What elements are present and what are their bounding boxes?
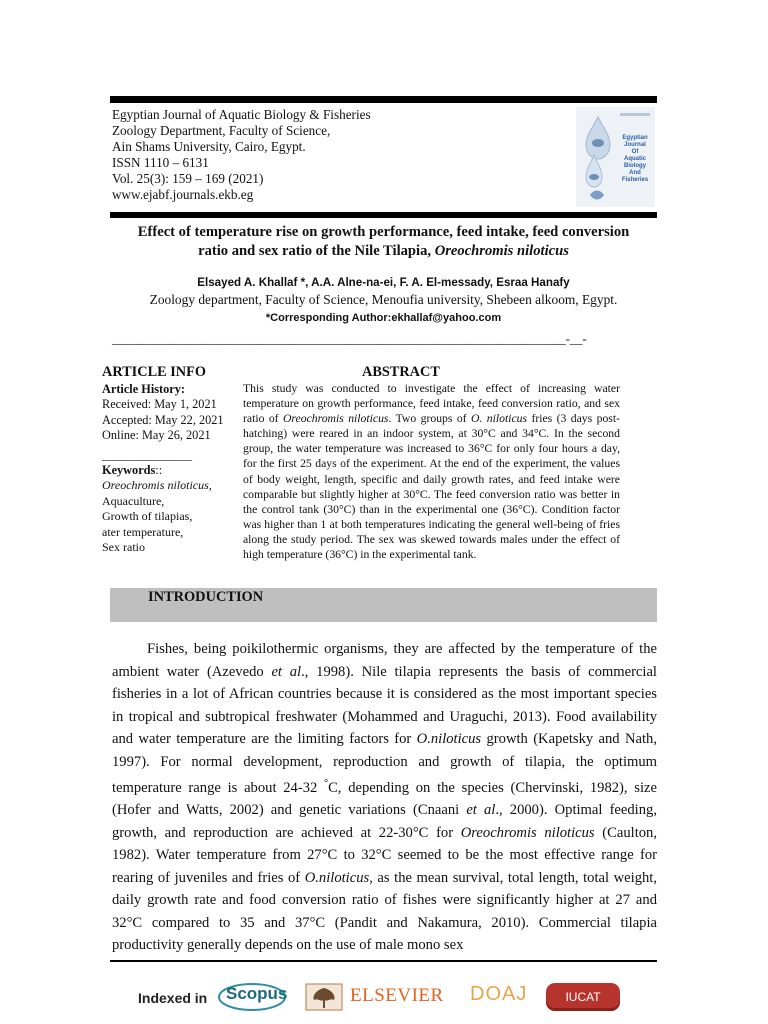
online-date: Online: May 26, 2021 bbox=[102, 428, 211, 442]
journal-line: Vol. 25(3): 159 – 169 (2021) bbox=[112, 171, 264, 186]
separator-line: ________________________________________________________________________-__- bbox=[112, 331, 587, 346]
paper-title: Effect of temperature rise on growth performance, feed intake, feed conversion ratio and sex ratio of the Nile Tilapia, Oreochromis niloticus bbox=[137, 224, 630, 259]
article-info-heading: ARTICLE INFO bbox=[102, 364, 206, 380]
doaj-logo[interactable]: DOAJ bbox=[470, 983, 528, 1005]
keyword: Oreochromis niloticus, bbox=[102, 478, 212, 492]
article-history-heading: Article History: bbox=[102, 382, 185, 396]
received-date: Received: May 1, 2021 bbox=[102, 397, 217, 411]
introduction-paragraph: Fishes, being poikilothermic organisms, they are affected by the temperature of the ambient water (Azevedo et al., 1998). Nile tilapia represents the basis of commercial fisheries in a lot of African countries because it is considered as the most important species in tropical and subtropical freshwater (Mohammed and Uraguchi, 2013). Food availability and water temperature are the limiting factors for O.niloticus growth (Kapetsky and Nath, 1997). For normal development, reproduction and growth of tilapia, the optimum temperature range is about 24-32 °C, depending on the species (Chervinski, 1982), size (Hofer and Watts, 2002) and genetic variations (Cnaani et al., 2000). Optimal feeding, growth, and reproduction are achieved at 22-30°C for Oreochromis niloticus (Caulton, 1982). Water temperature from 27°C to 32°C seemed to be the most effective range for rearing of juveniles and fries of O.niloticus, as the mean survival, total length, total weight, daily growth rate and food conversion ratio of fishes were significantly higher at 27 and 32°C compared to 35 and 37°C (Pandit and Nakamura, 2010). Commercial tilapia productivity generally depends on the use of male mono sex bbox=[112, 641, 658, 954]
journal-line: Egyptian Journal of Aquatic Biology & Fisheries bbox=[112, 107, 371, 122]
journal-line: ISSN 1110 – 6131 bbox=[112, 155, 209, 170]
footer-rule bbox=[110, 960, 657, 962]
iucat-logo[interactable]: IUCAT bbox=[546, 983, 620, 1011]
keyword: Aquaculture, bbox=[102, 493, 165, 508]
article-history bbox=[102, 397, 224, 444]
journal-url[interactable]: www.ejabf.journals.ekb.eg bbox=[112, 187, 254, 202]
journal-line: Ain Shams University, Cairo, Egypt. bbox=[112, 139, 306, 154]
keyword: ater temperature, bbox=[102, 524, 184, 539]
journal-cover-logo bbox=[576, 107, 655, 207]
scopus-logo[interactable]: Scopus bbox=[226, 984, 288, 1003]
introduction-text bbox=[112, 638, 657, 957]
header-bottom-rule bbox=[110, 212, 657, 218]
elsevier-tree-icon bbox=[304, 982, 344, 1012]
keywords-list bbox=[102, 478, 212, 556]
authors: Elsayed A. Khallaf *, A.A. Alne-na-ei, F. A. El-messady, Esraa Hanafy bbox=[197, 276, 570, 289]
header-top-rule bbox=[110, 96, 657, 103]
journal-line: Zoology Department, Faculty of Science, bbox=[112, 123, 331, 138]
accepted-date: Accepted: May 22, 2021 bbox=[102, 412, 224, 427]
elsevier-logo[interactable]: ELSEVIER bbox=[350, 985, 444, 1006]
affiliation: Zoology department, Faculty of Science, Menoufia university, Shebeen alkoom, Egypt. bbox=[149, 292, 618, 307]
abstract-heading: ABSTRACT bbox=[362, 364, 440, 380]
keywords-heading: Keywords:: bbox=[102, 463, 163, 477]
journal-info bbox=[112, 107, 371, 203]
abstract-text: This study was conducted to investigate the effect of increasing water temperature on growth performance, feed intake, feed conversion ratio, and sex ratio of Oreochromis niloticus. Two groups of O. niloticus fries (3 days post-hatching) were reared in an indoor system, at 30°C and 34°C. In the second group, the water temperature was increased to 36°C for only four hours a day, for the first 25 days of the experiment. At the end of the experiment, the values of body weight, length, specific and daily growth rates, and feed intake were comparable but slightly higher at 30°C. The feed conversion ratio was better in the control tank (30°C) than in the experimental one (36°C). Condition factor was higher than 1 at both temperatures indicating the general well-being of fries along the study period. The sex was skewed towards males under the effect of high temperature (36°C) in the experimental tank. bbox=[243, 382, 620, 562]
logo-caption: Egyptian Journal Of Aquatic Biology And Fisheries bbox=[621, 135, 649, 183]
corresponding-author: *Corresponding Author:ekhallaf@yahoo.com bbox=[265, 312, 502, 324]
keyword: Sex ratio bbox=[102, 540, 145, 554]
introduction-heading: INTRODUCTION bbox=[148, 589, 264, 605]
indexed-in-label: Indexed in bbox=[138, 990, 208, 1006]
article-info-rule: _______________ bbox=[102, 448, 192, 462]
keyword: Growth of tilapias, bbox=[102, 509, 193, 523]
